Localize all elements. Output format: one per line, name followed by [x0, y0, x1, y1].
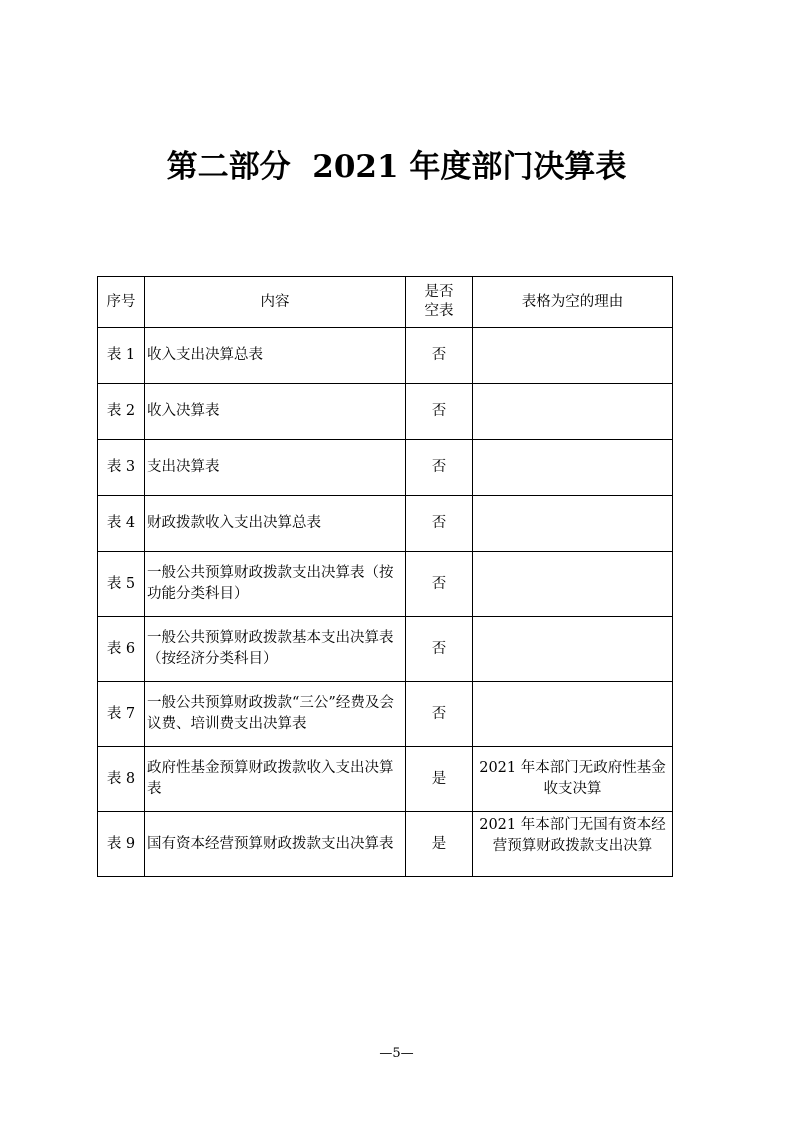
row-reason — [473, 384, 673, 440]
row-seq: 表 7 — [98, 682, 145, 747]
table-row — [98, 440, 673, 496]
row-seq: 表 3 — [98, 440, 145, 496]
row-is-empty: 否 — [406, 552, 473, 617]
row-reason — [473, 617, 673, 682]
row-reason: 2021 年本部门无政府性基金收支决算 — [473, 747, 673, 812]
header-content: 内容 — [145, 277, 406, 328]
row-is-empty: 是 — [406, 812, 473, 877]
row-is-empty: 否 — [406, 617, 473, 682]
table-row — [98, 682, 673, 747]
row-content: 收入决算表 — [145, 384, 406, 440]
row-is-empty: 否 — [406, 384, 473, 440]
row-content: 国有资本经营预算财政拨款支出决算表 — [145, 812, 406, 877]
table-row — [98, 617, 673, 682]
row-seq: 表 9 — [98, 812, 145, 877]
row-seq: 表 6 — [98, 617, 145, 682]
row-is-empty: 否 — [406, 682, 473, 747]
header-is-empty — [406, 277, 473, 328]
row-seq: 表 4 — [98, 496, 145, 552]
row-reason: 2021 年本部门无国有资本经营预算财政拨款支出决算 — [473, 812, 673, 877]
row-reason — [473, 328, 673, 384]
table-row — [98, 552, 673, 617]
row-content: 收入支出决算总表 — [145, 328, 406, 384]
row-content: 一般公共预算财政拨款“三公”经费及会议费、培训费支出决算表 — [145, 682, 406, 747]
row-reason — [473, 496, 673, 552]
row-content: 一般公共预算财政拨款支出决算表（按功能分类科目） — [145, 552, 406, 617]
table-row — [98, 747, 673, 812]
header-reason: 表格为空的理由 — [473, 277, 673, 328]
table-row — [98, 496, 673, 552]
row-seq: 表 8 — [98, 747, 145, 812]
row-content: 一般公共预算财政拨款基本支出决算表 （按经济分类科目） — [145, 617, 406, 682]
row-content: 财政拨款收入支出决算总表 — [145, 496, 406, 552]
row-is-empty: 否 — [406, 328, 473, 384]
row-reason — [473, 552, 673, 617]
table-header-row — [98, 277, 673, 328]
header-seq: 序号 — [98, 277, 145, 328]
row-content: 支出决算表 — [145, 440, 406, 496]
row-is-empty: 是 — [406, 747, 473, 812]
table-row — [98, 812, 673, 877]
row-reason — [473, 682, 673, 747]
row-reason — [473, 440, 673, 496]
page-title: 第二部分 2021 年度部门决算表 — [166, 149, 627, 185]
table-row — [98, 384, 673, 440]
row-seq: 表 1 — [98, 328, 145, 384]
page-number: —5— — [379, 1046, 414, 1061]
header-is-empty-line1: 是否 — [424, 284, 454, 300]
budget-tables-list — [97, 276, 673, 877]
row-content: 政府性基金预算财政拨款收入支出决算表 — [145, 747, 406, 812]
row-seq: 表 2 — [98, 384, 145, 440]
row-is-empty: 否 — [406, 440, 473, 496]
row-is-empty: 否 — [406, 496, 473, 552]
table-row — [98, 328, 673, 384]
row-seq: 表 5 — [98, 552, 145, 617]
header-is-empty-line2: 空表 — [424, 303, 454, 319]
